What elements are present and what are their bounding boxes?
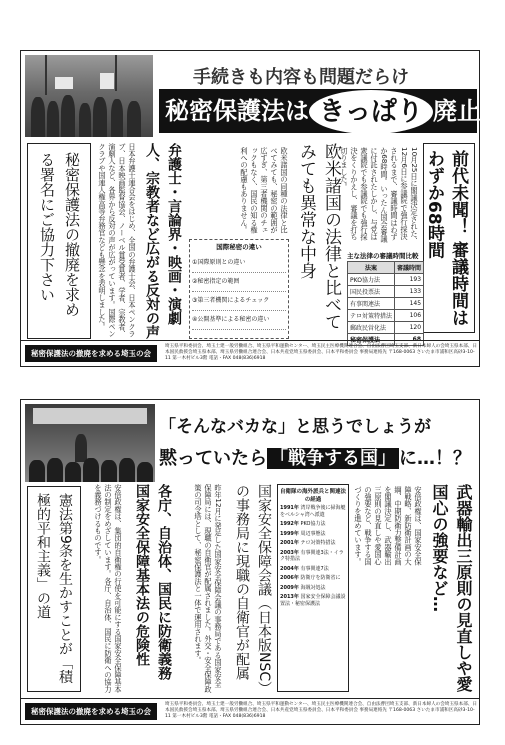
history-year: 2013年 [280, 594, 299, 600]
history-row [280, 521, 346, 528]
history-year: 1999年 [280, 530, 299, 537]
history-year: 2009年 [280, 584, 299, 591]
org-badge: 秘密保護法の撤廃を求める埼玉の会 [25, 345, 157, 362]
constitution-text: 憲法第9条を生かすことが「積極的平和主義」の道 [35, 493, 73, 684]
history-row [280, 505, 346, 518]
weapons-title [425, 484, 475, 694]
constitution-box [27, 486, 81, 692]
history-row [280, 566, 346, 573]
opposition-text: 日本弁護士連合会をはじめ、全国の弁護士会、日本ペンクラブ、日本映画監督協会、ノーベル賞受賞者、学者、宗教者、演劇人など、各界から反対の声が広がっています。国際ペンクラブや国連人権高等弁務官なども懸念を表明しました。 [98, 143, 137, 338]
history-year: 1992年 [280, 521, 299, 527]
nsc-title: 国家安全保障会議（日本版NSC）の事務局に現職の自衛官が配属 [234, 484, 272, 689]
table-cell: 秘密保護法 [348, 334, 395, 346]
deliberation-title: 前代未聞！ 審議時間はわずか68時間 [424, 150, 468, 326]
history-year: 1991年 [280, 505, 299, 511]
basic-law-title: 各庁、自治体、国民に防衛義務 国家安全保障基本法の危険性 [134, 484, 172, 680]
protest-photo [25, 55, 153, 137]
headline-oval: きっぱり [309, 90, 433, 134]
basic-law-text: 安倍政権は、集団的自衛権の行使を可能にする国家安全保障基本法の制定をめざしています。各庁、自治体、国民に防衛への協力を義務づけるものです。 [94, 484, 123, 693]
history-row [280, 550, 346, 563]
org-contact: 埼玉県平和委員会、埼玉土建一般労働組合、埼玉県平和運動センター、埼玉民主医療機関連合会、自由法曹団埼玉支部、新日本婦人の会埼玉県本部、日本国民救援会埼玉県本部、埼玉県労働組合連合会、日本共産党埼玉県委員会、日本平和委員会 事務局連絡先 〒168-0063 さいたま市浦和区高砂3-10-11 第一木村ビル3階 電話・FAX 048(836)6918 [165, 702, 478, 719]
petition-box [27, 143, 91, 339]
history-year: 2004年 [280, 565, 299, 572]
history-row [280, 531, 346, 538]
table-cell: PKO協力法 [348, 274, 395, 286]
top-subtitle: 手続きも内容も問題だらけ [193, 67, 409, 88]
table-row [348, 274, 424, 286]
diff-item: ①国際原則との違い [192, 254, 286, 273]
diff-title: 国際秘密の違い [216, 243, 262, 251]
table-row [348, 310, 424, 322]
opposition-title: 弁護士・言論界・映画・演劇人、宗教者など広がる反対の声 [144, 143, 182, 339]
table-cell: 133 [395, 286, 424, 298]
history-event: 周辺事態法 [300, 530, 326, 537]
history-row [280, 594, 346, 607]
bottom-headline-a: 「そんなバカな」と思うでしょうが [159, 417, 431, 437]
history-event: 防衛庁を防衛省に [300, 575, 341, 581]
table-cell: テロ対策特措法 [348, 310, 395, 322]
hours-table [347, 261, 424, 346]
deliberation-text: 10月25日に閣議決定された、12月6日に参議院で強行採決されるまで、審議時間はわずか68時間。いったん国会審議に付託されたしかし、与党は衆議院でも参議院でも強行採決をくりかえし、審議を打ち切りました。 [340, 147, 419, 245]
top-footer [21, 340, 479, 366]
diff-item: ③第三者機関によるチェック [192, 292, 286, 311]
org-badge: 秘密保護法の撤廃を求める埼玉の会 [25, 703, 157, 720]
table-row [348, 322, 424, 334]
history-event: 湾岸戦争後に掃海艇をペルシャ湾へ派遣 [280, 505, 346, 518]
bottom-headline-b: 黙っていたら [159, 448, 267, 469]
deliberation-title-box [423, 143, 475, 333]
compare-title: 欧米諸国の法律と比べてみても異常な中身 [296, 143, 341, 330]
history-event: 有事関連3法・イラク特措法 [280, 549, 344, 562]
headline-part-b: 廃止に [433, 97, 505, 125]
history-year: 2001年 [280, 540, 299, 546]
table-row [348, 298, 424, 310]
history-event: 海賊対処法 [300, 584, 326, 591]
history-event: 国家安全保障会議設置法・秘密保護法 [280, 594, 346, 607]
history-event: テロ対策特措法 [300, 540, 336, 546]
table-cell: 145 [395, 298, 424, 310]
history-row [280, 540, 346, 547]
weapons-text: 安倍政権は、国家安全保障戦略、新防衛計画の大綱、中期防衛力整備計画を閣議決定し、武器輸出三原則の見直しや愛国心の強要など、戦争する国づくりを進めています。 [354, 486, 423, 566]
top-flyer-panel [20, 50, 505, 367]
table-row [348, 286, 424, 298]
diff-item: ②秘密指定の範囲 [192, 273, 286, 292]
weapons-title-text: 武器輸出三原則の見直しや愛国心の強要など… [430, 484, 473, 692]
table-cell: 68 [395, 334, 424, 346]
rally-photo [25, 404, 155, 482]
table-cell: 郵政民営化法 [348, 322, 395, 334]
compare-text: 欧米諸国の同種の法律と比べてみても、秘密の範囲が広すぎ、第三者機関のチェックもなく、国民の知る権利への配慮もありません。 [240, 147, 289, 234]
hours-table-title: 主な法律の審議時間比較 [347, 252, 419, 260]
table-cell: 120 [395, 322, 424, 334]
bottom-headline-row [159, 444, 471, 470]
history-title: 自衛隊の海外派兵と関連法の経過 [280, 489, 347, 503]
table-header: 審議時間 [395, 262, 424, 274]
history-year: 2003年 [280, 549, 299, 556]
org-contact: 埼玉県平和委員会、埼玉土建一般労働組合、埼玉県平和運動センター、埼玉民主医療機関連合会、自由法曹団埼玉支部、新日本婦人の会埼玉県本部、日本国民救援会埼玉県本部、埼玉県労働組合連合会、日本共産党埼玉県委員会、日本平和委員会 事務局連絡先 〒168-0063 さいたま市浦和区高砂3-10-11 第一木村ビル3階 電話・FAX 048(836)6918 [165, 344, 478, 361]
table-header: 法案 [348, 262, 395, 274]
history-event: PKO協力法 [300, 521, 326, 527]
bottom-footer [21, 698, 479, 724]
nsc-text: 昨年12月に発足した国家安全保障会議の事務局である国家安全保障局には、現職の自衛官が配属されました。外交・安全保障政策の司令塔として、秘密保護法と一体で運用されます。 [194, 484, 223, 693]
history-box [277, 484, 349, 692]
bottom-headline-c: に…！？ [399, 448, 471, 469]
table-cell: 有事関連法 [348, 298, 395, 310]
top-headline [159, 89, 505, 133]
petition-text: 秘密保護法の撤廃を求める署名にご協力下さい [38, 152, 81, 317]
diff-box [189, 239, 289, 339]
history-year: 2006年 [280, 575, 299, 581]
bottom-headline-box: 「戦争する国」 [267, 448, 399, 469]
table-cell: 国民投票法 [348, 286, 395, 298]
diff-item: ④公開基準による秘密の違い [192, 311, 286, 330]
table-cell: 106 [395, 310, 424, 322]
history-row [280, 585, 346, 592]
table-cell: 193 [395, 274, 424, 286]
history-event: 有事関連7法 [300, 565, 329, 572]
history-row [280, 575, 346, 582]
bottom-flyer-panel [20, 399, 480, 725]
headline-part-a: 秘密保護法は [165, 97, 309, 125]
